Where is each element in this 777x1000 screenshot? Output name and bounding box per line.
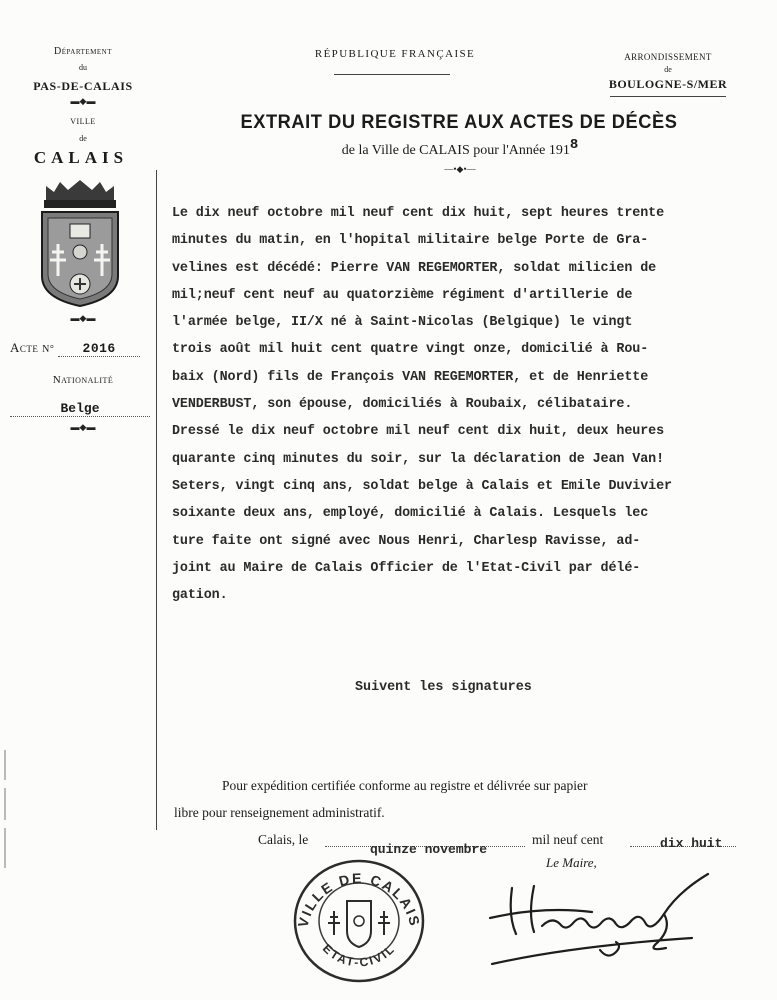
ornament-divider-icon: ▬◆▬: [70, 313, 96, 323]
arrondissement-name: BOULOGNE-S/MER: [608, 77, 728, 91]
year-written: dix huit: [660, 836, 723, 851]
subtitle-text: de la Ville de CALAIS pour l'Année 191: [341, 143, 570, 158]
body-line: minutes du matin, en l'hopital militaire belge Porte de Gra-: [172, 233, 649, 249]
maire-label: Le Maire,: [546, 855, 597, 870]
departement-label: Département: [54, 46, 112, 57]
republique-heading: RÉPUBLIQUE FRANÇAISE: [314, 48, 476, 60]
printer-mark-icon: [2, 750, 8, 870]
date-written: quinze novembre: [370, 842, 488, 857]
acte-number-field: [10, 340, 140, 357]
acte-no-label: N°: [42, 344, 55, 355]
calais-le-label: Calais, le: [258, 832, 309, 847]
year-digit: 8: [569, 137, 579, 153]
body-line: Dressé le dix neuf octobre mil neuf cent dix huit, deux heures: [172, 424, 665, 440]
body-line: VENDERBUST, son épouse, domiciliés à Roubaix, célibataire.: [172, 397, 633, 413]
certificate-body-text: [172, 200, 768, 609]
ville-name: CALAIS: [33, 148, 129, 167]
body-line: Seters, vingt cinq ans, soldat belge à Calais et Emile Duvivier: [172, 478, 672, 494]
ornament-divider-icon: —•◆•—: [444, 164, 476, 174]
body-line: gation.: [172, 588, 228, 604]
ville-label: VILLE: [70, 117, 96, 126]
body-line: quarante cinq minutes du soir, sur la déclaration de Jean Van!: [172, 451, 665, 467]
departement-du: du: [79, 63, 87, 72]
certification-line-2: libre pour renseignement administratif.: [174, 805, 385, 820]
nationalite-label: Nationalité: [52, 374, 114, 386]
body-line: Le dix neuf octobre mil neuf cent dix huit, sept heures trente: [172, 206, 665, 221]
svg-text:ETAT-CIVIL: [320, 941, 398, 969]
document-title: EXTRAIT DU REGISTRE AUX ACTES DE DÉCÈS: [240, 112, 678, 133]
arrondissement-de: de: [664, 65, 672, 74]
column-divider: [156, 170, 157, 830]
acte-label: Acte: [10, 340, 39, 355]
body-line: mil;neuf cent neuf au quatorzième régiment d'artillerie de: [172, 287, 633, 303]
body-line: soixante deux ans, employé, domicilié à Calais. Lesquels lec: [172, 506, 649, 522]
arrondissement-label: ARRONDISSEMENT: [624, 52, 712, 62]
coat-of-arms-icon: [38, 180, 122, 308]
nationalite-value: Belge: [10, 401, 150, 417]
ornament-divider-icon: ▬◆▬: [70, 422, 96, 432]
left-column: [0, 0, 160, 830]
body-line: velines est décédé: Pierre VAN REGEMORTER, soldat milicien de: [172, 260, 657, 276]
mayor-signature-icon: [482, 866, 722, 976]
body-line: trois août mil huit cent quatre vingt onze, domicilié à Rou-: [172, 342, 649, 358]
mil-neuf-cent-label: mil neuf cent: [532, 832, 604, 847]
official-stamp-icon: [290, 855, 428, 985]
ornament-divider-icon: ▬◆▬: [70, 96, 96, 106]
document-subtitle: [250, 137, 670, 159]
body-line: l'armée belge, II/X né à Saint-Nicolas (Belgique) le vingt: [172, 315, 633, 331]
acte-number: 2016: [58, 341, 140, 357]
body-line: joint au Maire de Calais Officier de l'Etat-Civil par délé-: [172, 560, 641, 576]
header-rule: [334, 74, 450, 75]
stamp-bottom-text: ETAT-CIVIL: [319, 941, 399, 970]
body-line: ture faite ont signé avec Nous Henri, Charlesp Ravisse, ad-: [172, 533, 641, 549]
ville-de: de: [79, 134, 87, 143]
departement-name: PAS-DE-CALAIS: [33, 79, 133, 93]
body-line: baix (Nord) fils de François VAN REGEMORTER, et de Henriette: [172, 369, 649, 385]
stamp-top-text: VILLE DE CALAIS: [294, 870, 424, 929]
signatures-note: Suivent les signatures: [355, 680, 532, 695]
arrondissement-rule: [610, 96, 726, 97]
certification-line-1: Pour expédition certifiée conforme au registre et délivrée sur papier: [222, 778, 588, 793]
